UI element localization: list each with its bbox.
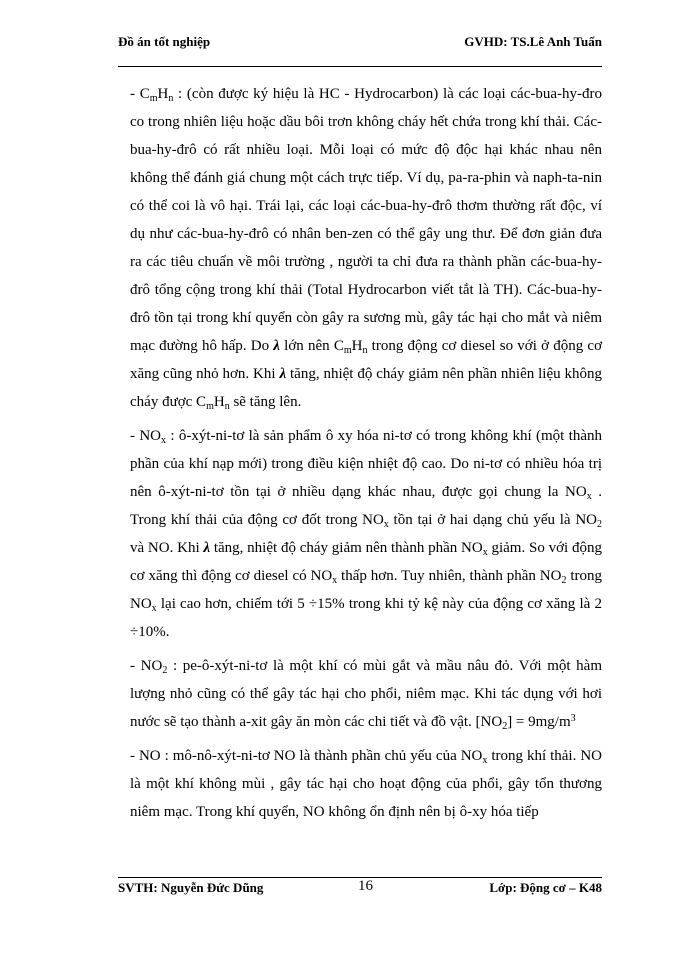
lambda-symbol: λ [203, 540, 211, 556]
header-right-text: GVHD: TS.Lê Anh Tuấn [464, 34, 602, 49]
page-header [118, 34, 602, 54]
lambda-symbol: λ [279, 366, 287, 382]
lambda-symbol: λ [273, 338, 280, 354]
header-left-text: Đồ án tốt nghiệp [118, 34, 211, 49]
paragraph-no: - NO : mô-nô-xýt-ni-tơ NO là thành phần chủ yếu của $NO_x$ trong khí thải. NO là một khí không mùi , gây tác hại cho hoạt động của phổi, gây tổn thương niêm mạc. Trong khí quyển, NO không ổn định nên bị ô-xy hóa tiếp [130, 748, 602, 820]
footer-class: Lớp: Động cơ – K48 [489, 880, 602, 895]
paragraph-nox: - $NO_x$ : ô-xýt-ni-tơ là sản phẩm ô xy hóa ni-tơ có trong không khí (một thành phần của khí nạp mới) trong điều kiện nhiệt độ cao. Do ni-tơ có nhiều hóa trị nên ô-xýt-ni-tơ tồn tại ở nhiều dạng khác nhau, được gọi chung la $NO_x$ . Trong khí thải của động cơ đốt trong $NO_x$ tồn tại ở hai dạng chủ yếu là $NO_2$ và NO. Khi λ tăng, nhiệt độ cháy giảm nên thành phần $NO_x$ giảm. So với động cơ xăng thì động cơ diesel có $NO_x$ thấp hơn. Tuy nhiên, thành phần $NO_2$ trong $NO_x$ lại cao hơn, chiếm tới 5 ÷15% trong khi tỷ kệ này của động cơ xăng là 2 ÷10%. [130, 428, 603, 640]
paragraph-no2: - $NO_2$ : pe-ô-xýt-ni-tơ là một khí có mùi gắt và mầu nâu đỏ. Với một hàm lượng nhỏ cũng có thể gây tác hại cho phổi, niêm mạc. Khi tác dụng với hơi nước sẽ tạo thành a-xit gây ăn mòn các chi tiết và đồ vật. $[NO_2] = 9mg/m^3$ [130, 658, 602, 732]
page-number: 16 [358, 878, 373, 894]
page-footer [118, 880, 602, 900]
document-body [130, 80, 602, 832]
header-divider [118, 66, 602, 67]
footer-student: SVTH: Nguyễn Đức Dũng [118, 880, 264, 895]
paragraph-cmhn: - $C_mH_n$ : (còn được ký hiệu là HC - Hydrocarbon) là các loại các-bua-hy-đro co trong nhiên liệu hoặc dầu bôi trơn không cháy hết chứa trong khí thải. Các-bua-hy-đrô có rất nhiều loại. Mỗi loại có mức độ độc hại khác nhau nên không thể đánh giá chung một cách trực tiếp. Ví dụ, pa-ra-phin và naph-ta-nin có thể coi là vô hại. Trái lại, các loại các-bua-hy-đrô thơm thường rất độc, ví dụ như các-bua-hy-đrô có nhân ben-zen có thể gây ung thư. Để đơn giản đưa ra các tiêu chuẩn về môi trường , người ta chỉ đưa ra thành phần các-bua-hy-đrô tổng cộng trong khí thải (Total Hydrocarbon viết tắt là TH). Các-bua-hy-đrô tồn tại trong khí quyển còn gây ra sương mù, gây tác hại cho mắt và niêm mạc đường hô hấp. Do λ lớn nên $C_mH_n$ trong động cơ diesel so với ở động cơ xăng cũng nhỏ hơn. Khi λ tăng, nhiệt độ cháy giảm nên phần nhiên liệu không cháy được $C_mH_n$ sẽ tăng lên. [130, 86, 602, 412]
